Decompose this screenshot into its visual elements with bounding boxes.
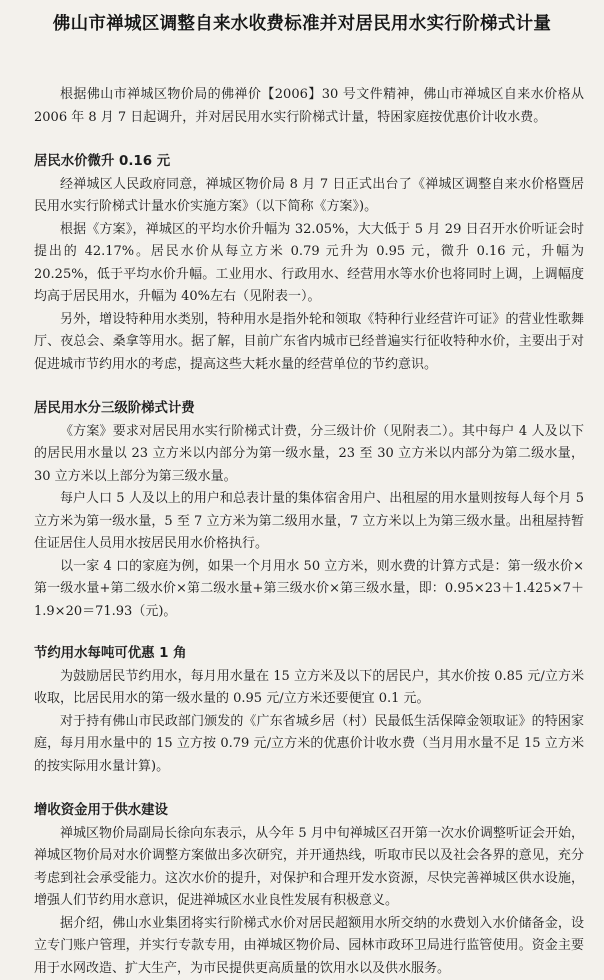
section-heading: 节约用水每吨可优惠 1 角 bbox=[34, 643, 584, 666]
paragraph: 经禅城区人民政府同意，禅城区物价局 8 月 7 日正式出台了《禅城区调整自来水价格暨居民用水实行阶梯式计量水价实施方案》（以下简称《方案》)。 bbox=[34, 174, 584, 219]
section-heading: 居民水价微升 0.16 元 bbox=[34, 151, 584, 174]
document-title: 佛山市禅城区调整自来水收费标准并对居民用水实行阶梯式计量 bbox=[0, 10, 604, 35]
paragraph: 对于持有佛山市民政部门颁发的《广东省城乡居（村）民最低生活保障金领取证》的特困家庭，每月用水量中的 15 立方按 0.79 元/立方米的优惠价计收水费（当月用水量不足 15 立方米的按实际用水量计算)。 bbox=[34, 711, 584, 779]
paragraph: 据介绍，佛山水业集团将实行阶梯式水价对居民超额用水所交纳的水费划入水价储备金，设立专门账户管理，并实行专款专用，由禅城区物价局、园林市政环卫局进行监管使用。资金主要用于水网改造、扩大生产，为市民提供更高质量的饮用水以及供水服务。 bbox=[34, 913, 584, 980]
paragraph: 每户人口 5 人及以上的用户和总表计量的集体宿舍用户、出租屋的用水量则按每人每个月 5 立方米为第一级水量，5 至 7 立方米为第二级用水量，7 立方米以上为第三级水量。出租屋持暂住证居住人员用水按居民用水价格执行。 bbox=[34, 488, 584, 556]
paragraph: 另外，增设特种用水类别，特种用水是指外轮和领取《特种行业经营许可证》的营业性歌舞厅、夜总会、桑拿等用水。据了解，目前广东省内城市已经普遍实行征收特种水价，主要出于对促进城市节约用水的考虑，提高这些大耗水量的经营单位的节约意识。 bbox=[34, 309, 584, 377]
document-body bbox=[34, 84, 584, 980]
paragraph: 禅城区物价局副局长徐向东表示，从今年 5 月中旬禅城区召开第一次水价调整听证会开始，禅城区物价局对水价调整方案做出多次研究，并开通热线，听取市民以及社会各界的意见，充分考虑到社会承受能力。这次水价的提升，对保护和合理开发水资源，尽快完善禅城区供水设施，增强人们节约用水意识，促进禅城区水业良性发展有积极意义。 bbox=[34, 823, 584, 913]
paragraph: 为鼓励居民节约用水，每月用水量在 15 立方米及以下的居民户，其水价按 0.85 元/立方米收取，比居民用水的第一级水量的 0.95 元/立方米还要便宜 0.1 元。 bbox=[34, 666, 584, 711]
intro-paragraph: 根据佛山市禅城区物价局的佛禅价【2006】30 号文件精神，佛山市禅城区自来水价格从 2006 年 8 月 7 日起调升，并对居民用水实行阶梯式计量，特困家庭按优惠价计收水费。 bbox=[34, 84, 584, 129]
section-heading: 居民用水分三级阶梯式计费 bbox=[34, 398, 584, 421]
paragraph: 以一家 4 口的家庭为例，如果一个月用水 50 立方米，则水费的计算方式是：第一级水价×第一级水量+第二级水价×第二级水量+第三级水价×第三级水量，即：0.95×23＋1.425×7＋1.9×20＝71.93（元)。 bbox=[34, 556, 584, 624]
paragraph: 根据《方案》，禅城区的平均水价升幅为 32.05%，大大低于 5 月 29 日召开水价听证会时提出的 42.17%。居民水价从每立方米 0.79 元升为 0.95 元，微升 0.16 元，升幅为 20.25%，低于平均水价升幅。工业用水、行政用水、经营用水等水价也将同时上调，上调幅度均高于居民用水，升幅为 40%左右（见附表一）。 bbox=[34, 219, 584, 309]
section-heading: 增收资金用于供水建设 bbox=[34, 800, 584, 823]
paragraph: 《方案》要求对居民用水实行阶梯式计费，分三级计价（见附表二）。其中每户 4 人及以下的居民用水量以 23 立方米以内部分为第一级水量，23 至 30 立方米以内部分为第二级水量，30 立方米以上部分为第三级水量。 bbox=[34, 421, 584, 489]
